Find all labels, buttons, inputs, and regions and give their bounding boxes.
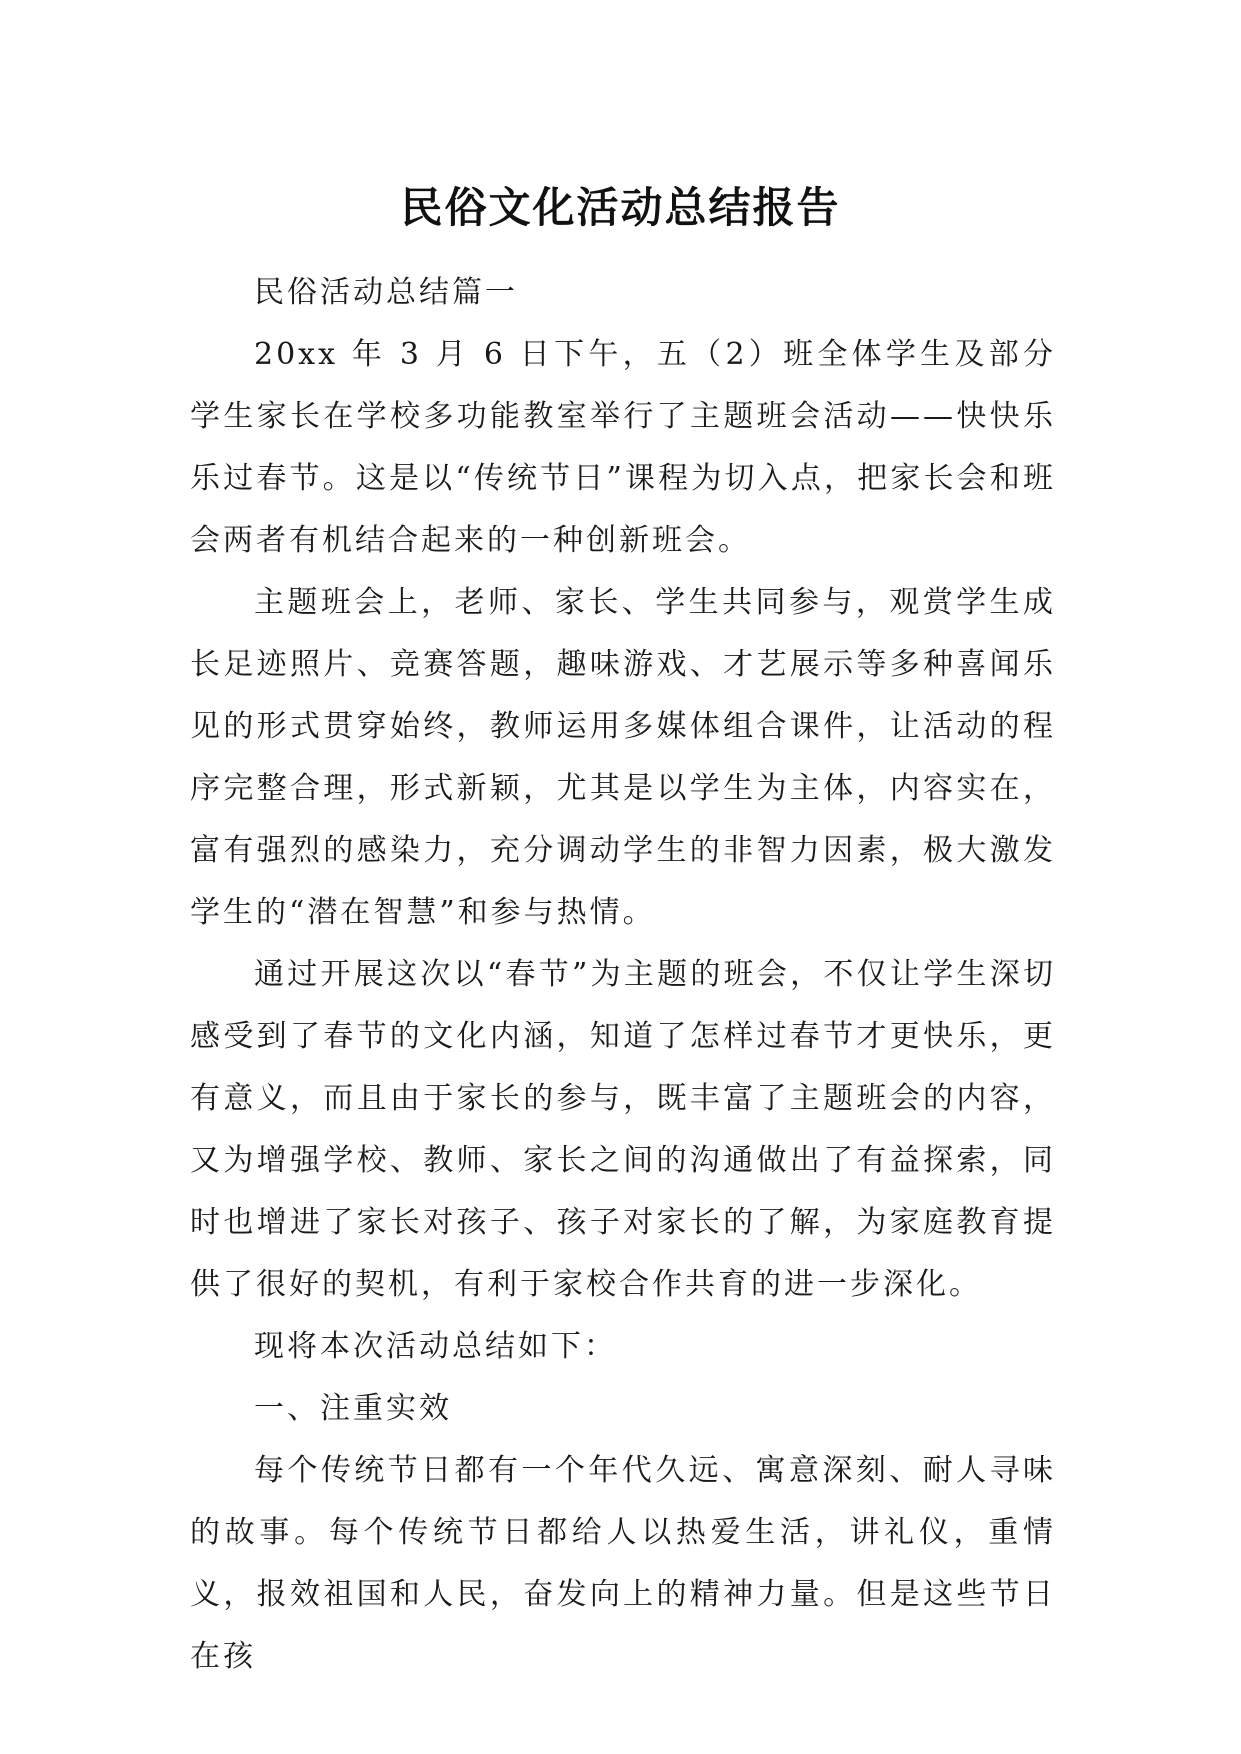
paragraph: 现将本次活动总结如下：	[254, 1329, 617, 1364]
paragraph: 通过开展这次以“春节”为主题的班会，不仅让学生深切感受到了春节的文化内涵，知道了怎样过春节才更快乐，更有意义，而且由于家长的参与，既丰富了主题班会的内容，又为增强学校、教师、家长之间的沟通做出了有益探索，同时也增进了家长对孩子、孩子对家长的了解，为家庭教育提供了很好的契机，有利于家校合作共育的进一步深化。	[190, 957, 1056, 1302]
subheading: 一、注重实效	[254, 1391, 452, 1426]
document-title: 民俗文化活动总结报告	[400, 183, 841, 233]
paragraph: 主题班会上，老师、家长、学生共同参与，观赏学生成长足迹照片、竞赛答题，趣味游戏、才艺展示等多种喜闻乐见的形式贯穿始终，教师运用多媒体组合课件，让活动的程序完整合理，形式新颖，尤其是以学生为主体，内容实在，富有强烈的感染力，充分调动学生的非智力因素，极大激发学生的“潜在智慧”和参与热情。	[190, 585, 1056, 930]
document-body	[190, 262, 1056, 1688]
paragraph: 20xx 年 3 月 6 日下午，五（2）班全体学生及部分学生家长在学校多功能教室举行了主题班会活动——快快乐乐过春节。这是以“传统节日”课程为切入点，把家长会和班会两者有机结合起来的一种创新班会。	[190, 337, 1056, 558]
section-heading: 民俗活动总结篇一	[254, 275, 518, 310]
paragraph: 每个传统节日都有一个年代久远、寓意深刻、耐人寻味的故事。每个传统节日都给人以热爱生活，讲礼仪，重情义，报效祖国和人民，奋发向上的精神力量。但是这些节日在孩	[190, 1453, 1056, 1674]
